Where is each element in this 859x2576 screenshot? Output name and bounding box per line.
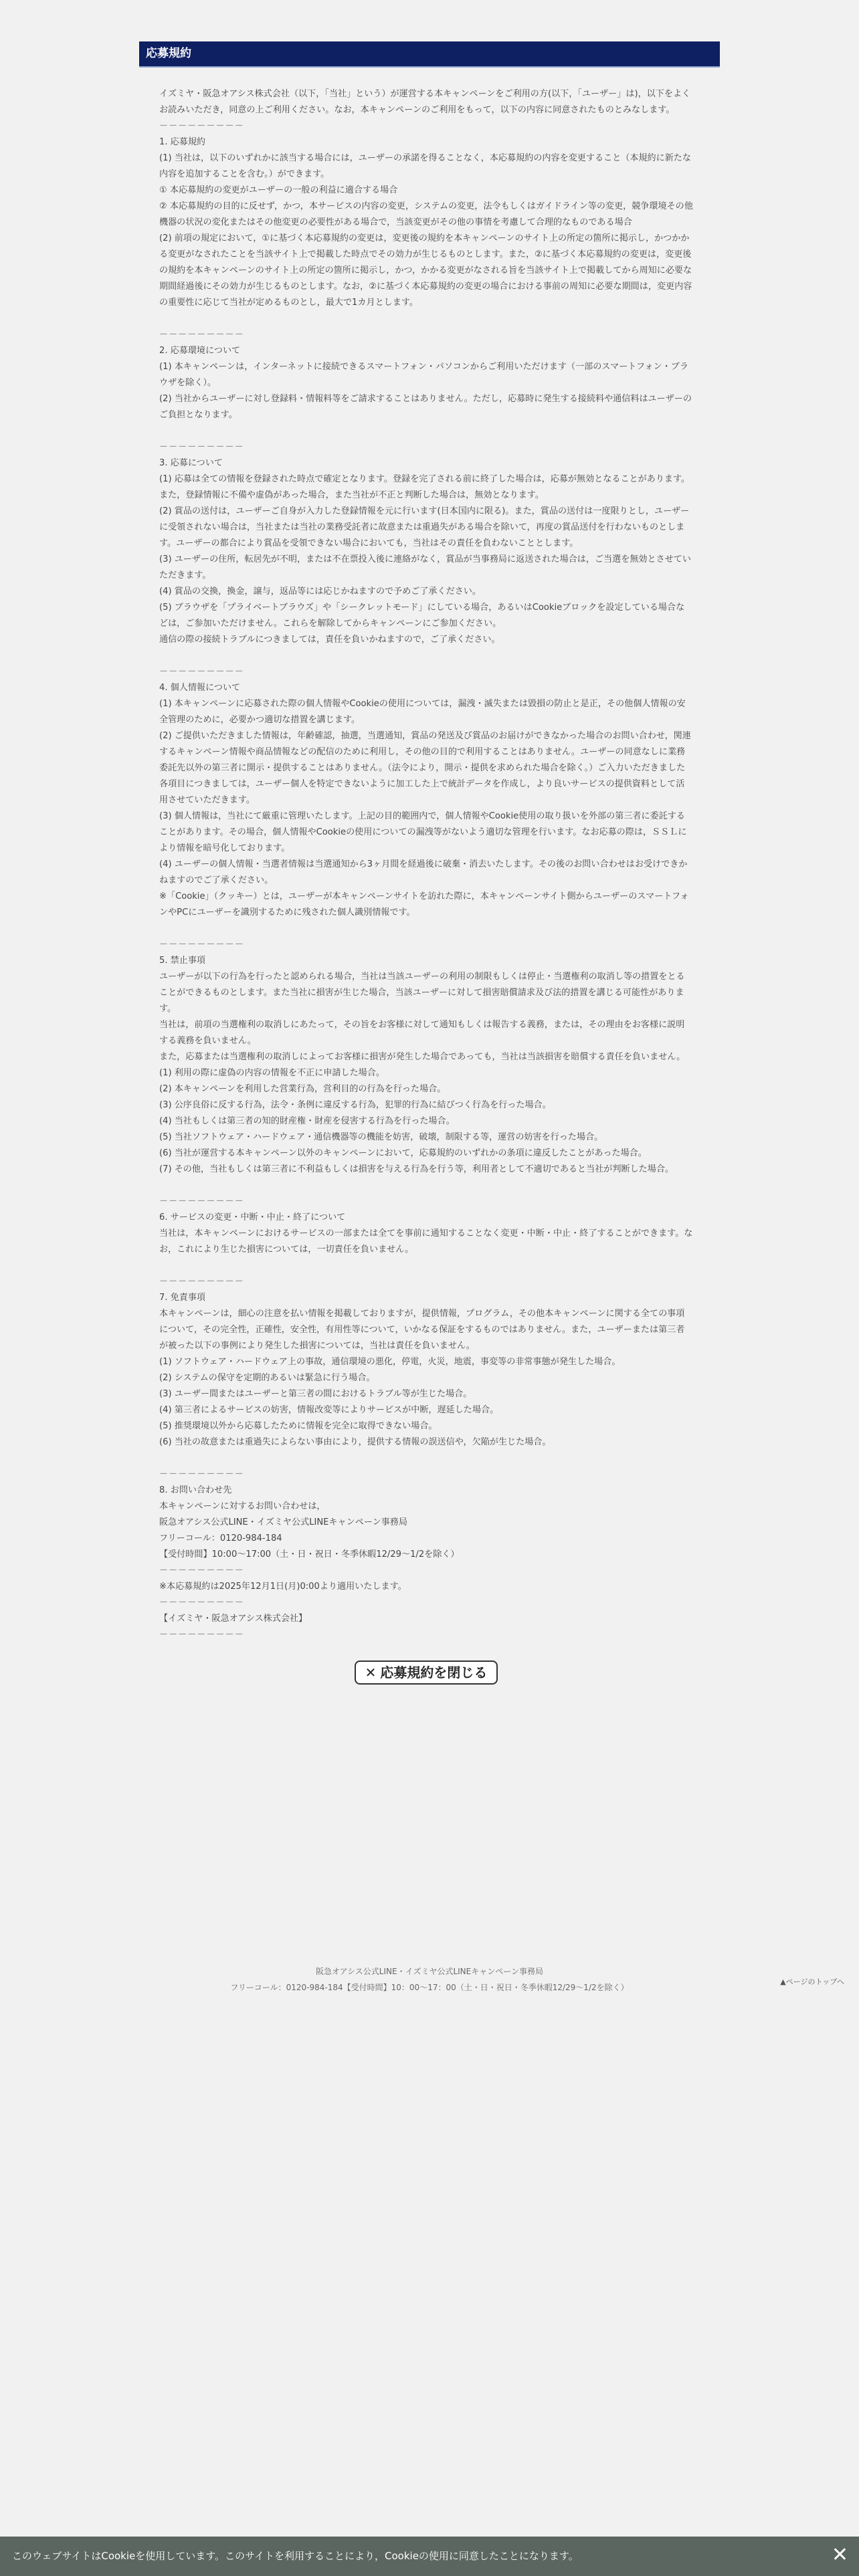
contact-line: 【受付時間】10:00～17:00（土・日・祝日・冬季休暇12/29～1/2を除く） <box>159 1549 460 1560</box>
close-icon[interactable]: ✕ <box>831 2543 848 2567</box>
cookie-banner <box>0 2537 859 2576</box>
page-top-link[interactable]: ▲ページのトップへ <box>780 1977 844 1986</box>
footer-contact: フリーコール：0120-984-184【受付時間】10：00～17：00（土・日・祝日・冬季休暇12/29～1/2を除く） <box>230 1983 629 1992</box>
footer <box>0 1963 859 1996</box>
divider: －－－－－－－－－ <box>159 442 244 452</box>
section-line: 通信の際の接続トラブルにつきましては，責任を負いかねますので，ご了承ください。 <box>159 635 500 645</box>
cookie-banner-text: このウェブサイトはCookieを使用しています。このサイトを利用することにより，Cookieの使用に同意したことになります。 <box>12 2550 579 2562</box>
terms-section <box>159 134 693 311</box>
divider: －－－－－－－－－ <box>159 1630 244 1640</box>
sections-container <box>159 134 693 1483</box>
section-line: (1) 応募は全ての情報を登録された時点で確定となります。登録を完了される前に終了した場合は，応募が無効となることがあります。また，登録情報に不備や虚偽があった場合，また当社が不正と判断した場合は，無効となります。 <box>159 474 690 500</box>
section-line: (7) その他，当社もしくは第三者に不利益もしくは損害を与える行為を行う等，利用者として不適切であると当社が判断した場合。 <box>159 1164 674 1174</box>
section-line: (2) 当社からユーザーに対し登録料・情報料等をご請求することはありません。ただし，応募時に発生する接続料や通信料はユーザーのご負担となります。 <box>159 394 692 420</box>
section-line: 当社は，前項の当選権利の取消しにあたって，その旨をお客様に対して通知もしくは報告する義務，または，その理由をお客様に説明する義務を負いません。 <box>159 1020 685 1046</box>
section-title: 1. 応募規約 <box>159 137 206 147</box>
section-line: (5) ブラウザを「プライベートブラウズ」や「シークレットモード」にしている場合，あるいはCookieブロックを設定している場合などは，ご参加いただけません。これらを解除してからキャンペーンにご参加ください。 <box>159 603 685 629</box>
section-line: 当社は，本キャンペーンにおけるサービスの一部または全てを事前に通知することなく変更・中断・中止・終了することができます。なお，これにより生じた損害については，一切責任を負いません。 <box>159 1228 693 1255</box>
section-line: ① 本応募規約の変更がユーザーの一般の利益に適合する場合 <box>159 185 398 195</box>
section-line: ② 本応募規約の目的に反せず，かつ，本サービスの内容の変更，システムの変更，法令もしくはガイドライン等の変更，競争環境その他機器の状況の変化またはその他変更の必要性がある場合で，当該変更がその他の事情を考慮して合理的なものである場合 <box>159 201 693 227</box>
close-button-wrap <box>159 1660 693 1685</box>
section-title: 2. 応募環境について <box>159 346 241 356</box>
section-line: (1) 本キャンペーンは，インターネットに接続できるスマートフォン・パソコンからご利用いただけます（一部のスマートフォン・ブラウザを除く）。 <box>159 362 688 388</box>
section-line: また，応募または当選権利の取消しによってお客様に損害が発生した場合であっても，当社は当該損害を賠償する責任を負いません。 <box>159 1052 686 1062</box>
divider: －－－－－－－－－ <box>159 667 244 677</box>
divider: －－－－－－－－－ <box>159 330 244 340</box>
section-line: (1) 当社は，以下のいずれかに該当する場合には，ユーザーの承諾を得ることなく，本応募規約の内容を変更すること（本規約に新たな内容を追加することを含む。）ができます。 <box>159 153 691 179</box>
section-line: (2) 前項の規定において，①に基づく本応募規約の変更は，変更後の規約を本キャンペーンのサイト上の所定の箇所に掲示し，かつかかる変更がなされたことを当該サイト上で掲載した時点でその効力が生じるものとします。また，②に基づく本応募規約の変更は，変更後の規約を本キャンペーンのサイト上の所定の箇所に掲示し，かつ，かかる変更がなされる旨を当該サイト上で掲載してから周知に必要な期間経過後にその効力が生じるものとします。なお，②に基づく本応募規約の変更の場合における事前の周知に必要な期間は，変更内容の重要性に応じて当社が定めるものとし，最大で1カ月とします。 <box>159 233 692 308</box>
contact-line: 阪急オアシス公式LINE・イズミヤ公式LINEキャンペーン事務局 <box>159 1517 407 1527</box>
section-line: (6) 当社の故意または重過失によらない事由により，提供する情報の誤送信や，欠陥が生じた場合。 <box>159 1437 551 1447</box>
section-line: (4) ユーザーの個人情報・当選者情報は当選通知から3ヶ月間を経過後に破棄・消去いたします。その後のお問い合わせはお受けできかねますのでご了承ください。 <box>159 859 688 885</box>
divider: －－－－－－－－－ <box>159 1566 244 1576</box>
section-line: (6) 当社が運営する本キャンペーン以外のキャンペーンにおいて，応募規約のいずれかの条項に違反したことがあった場合。 <box>159 1148 647 1158</box>
terms-section <box>159 1290 693 1451</box>
divider: －－－－－－－－－ <box>159 1196 244 1206</box>
section-line: (3) 公序良俗に反する行為，法令・条例に違反する行為，犯罪的行為に結びつく行為を行った場合。 <box>159 1100 551 1110</box>
section-title: 4. 個人情報について <box>159 683 241 693</box>
terms-section <box>159 1210 693 1258</box>
divider: －－－－－－－－－ <box>159 1469 244 1479</box>
contact-line: フリーコール：0120-984-184 <box>159 1533 282 1543</box>
section-line: (2) ご提供いただきました情報は，年齢確認，抽選，当選通知，賞品の発送及び賞品のお届けができなかった場合のお問い合わせ，関連するキャンペーン情報や商品情報などの配信のために利用し，その他の目的で利用することはありません。ユーザーの同意なしに業務委託先以外の第三者に開示・提供することはありません。（法令により，開示・提供を求められた場合を除く。）ご入力いただきました各項目につきましては，ユーザー個人を特定できないように加工した上で統計データを作成し，より良いサービスの提供資料として活用させていただきます。 <box>159 731 691 805</box>
close-terms-button[interactable] <box>355 1660 498 1685</box>
terms-content <box>139 68 720 1685</box>
section-line: ユーザーが以下の行為を行ったと認められる場合，当社は当該ユーザーの利用の制限もしくは停止・当選権利の取消し等の措置をとることができるものとします。また当社に損害が生じた場合，当該ユーザーに対して損害賠償請求及び法的措置を講じる可能性があります。 <box>159 972 685 1014</box>
divider: －－－－－－－－－ <box>159 1598 244 1608</box>
section-line: (5) 当社ソフトウェア・ハードウェア・通信機器等の機能を妨害，破壊，制限する等，運営の妨害を行った場合。 <box>159 1132 603 1142</box>
intro-text: イズミヤ・阪急オアシス株式会社（以下，「当社」という）が運営する本キャンペーンをご利用の方(以下，「ユーザー」は)，以下をよくお読みいただき，同意の上ご利用ください。なお，本キャンペーンのご利用をもって，以下の内容に同意されたものとみなします。 <box>159 89 691 115</box>
page-title: 応募規約 <box>139 41 720 68</box>
section-line: 本キャンペーンは，細心の注意を払い情報を掲載しておりますが，提供情報，プログラム，その他本キャンペーンに関する全ての事項について，その完全性，正確性，安全性，有用性等について，いかなる保証をするものではありません。また，ユーザーまたは第三者が被った以下の事例により発生した損害については，当社は責任を負いません。 <box>159 1309 685 1351</box>
section-line: (2) システムの保守を定期的あるいは緊急に行う場合。 <box>159 1373 375 1383</box>
terms-section <box>159 680 693 921</box>
terms-section <box>159 455 693 648</box>
contact-section <box>159 1483 693 1643</box>
section-title: 5. 禁止事項 <box>159 956 206 966</box>
section-line: (5) 推奨環境以外から応募したために情報を完全に取得できない場合。 <box>159 1421 438 1431</box>
terms-section <box>159 343 693 423</box>
close-icon: ✕ <box>365 1665 377 1681</box>
contact-line: 本キャンペーンに対するお問い合わせは， <box>159 1501 326 1511</box>
section-title: 3. 応募について <box>159 458 223 468</box>
company-name: 【イズミヤ・阪急オアシス株式会社】 <box>159 1614 308 1624</box>
section-title: 7. 免責事項 <box>159 1293 206 1303</box>
section-line: (1) ソフトウェア・ハードウェア上の事故，通信環境の悪化，停電，火災，地震，事変等の非常事態が発生した場合。 <box>159 1357 621 1367</box>
terms-section <box>159 953 693 1178</box>
section-line: (1) 本キャンペーンに応募された際の個人情報やCookieの使用については，漏洩・滅失または毀損の防止と是正，その他個人情報の安全管理のために，必要かつ適切な措置を講じます。 <box>159 699 686 725</box>
section-line: (2) 賞品の送付は，ユーザーご自身が入力した登録情報を元に行います(日本国内に限る)。また，賞品の送付は一度限りとし，ユーザーに受領されない場合は，当社または当社の業務受託者に故意または重過失がある場合を除いて，再度の賞品送付を行わないものとします。ユーザーの都合により賞品を受領できない場合においても，当社はその責任を負わないこととします。 <box>159 506 690 548</box>
section-title: 8. お問い合わせ先 <box>159 1485 232 1495</box>
section-line: ※「Cookie」（クッキー）とは，ユーザーが本キャンペーンサイトを訪れた際に，本キャンペーンサイト側からユーザーのスマートフォンやPCにユーザーを識別するために残された個人識別情報です。 <box>159 891 689 918</box>
section-line: (1) 利用の際に虚偽の内容の情報を不正に申請した場合。 <box>159 1068 385 1078</box>
divider: －－－－－－－－－ <box>159 940 244 950</box>
divider: －－－－－－－－－ <box>159 1277 244 1287</box>
section-line: (3) ユーザーの住所，転居先が不明，または不在票投入後に連絡がなく，賞品が当事務局に返送された場合は，ご当選を無効とさせていただきます。 <box>159 554 691 580</box>
section-line: (3) 個人情報は，当社にて厳重に管理いたします。上記の目的範囲内で，個人情報やCookie使用の取り扱いを外部の第三者に委託することがあります。その場合，個人情報やCookieの使用についての漏洩等がないよう適切な管理を行います。なお応募の際は，ＳＳＬにより情報を暗号化しております。 <box>159 811 687 853</box>
section-line: (3) ユーザー間またはユーザーと第三者の間におけるトラブル等が生じた場合。 <box>159 1389 472 1399</box>
section-line: (2) 本キャンペーンを利用した営業行為，営利目的の行為を行った場合。 <box>159 1084 446 1094</box>
footer-office: 阪急オアシス公式LINE・イズミヤ公式LINEキャンペーン事務局 <box>315 1967 543 1976</box>
section-line: (4) 当社もしくは第三者の知的財産権・財産を侵害する行為を行った場合。 <box>159 1116 455 1126</box>
divider: －－－－－－－－－ <box>159 121 244 131</box>
terms-page <box>139 0 720 1685</box>
close-terms-label: 応募規約を閉じる <box>380 1665 488 1681</box>
effective-date: ※本応募規約は2025年12月1日(月)0:00より適用いたします。 <box>159 1582 407 1592</box>
section-line: (4) 賞品の交換，換金，譲与，返品等には応じかねますので予めご了承ください。 <box>159 586 481 597</box>
section-line: (4) 第三者によるサービスの妨害，情報改変等によりサービスが中断，遅延した場合。 <box>159 1405 499 1415</box>
section-title: 6. サービスの変更・中断・中止・終了について <box>159 1212 346 1222</box>
